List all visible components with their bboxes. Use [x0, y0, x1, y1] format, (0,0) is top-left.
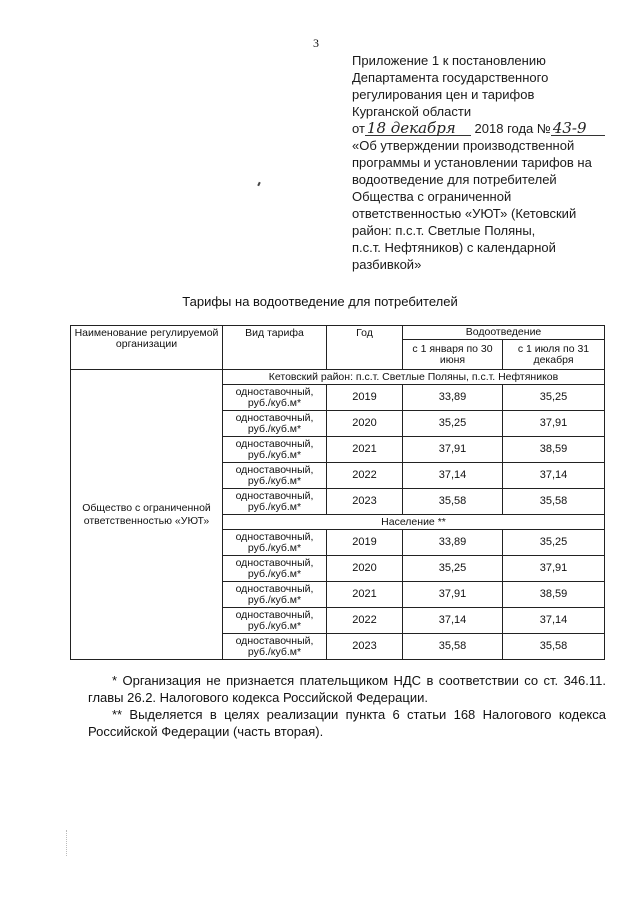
resolution-title-line: программы и установлении тарифов на [352, 155, 592, 170]
tariff-type-cell: одноставочный, руб./куб.м* [223, 437, 327, 463]
resolution-date-line [352, 120, 620, 137]
second-half-value: 35,25 [503, 385, 605, 411]
year-cell: 2023 [327, 489, 403, 515]
year-cell: 2021 [327, 437, 403, 463]
tariff-type-cell: одноставочный, руб./куб.м* [223, 556, 327, 582]
handwritten-date: 18 декабря [365, 121, 471, 136]
year-cell: 2019 [327, 530, 403, 556]
tariff-table [70, 325, 605, 660]
tariff-type-cell: одноставочный, руб./куб.м* [223, 530, 327, 556]
appendix-line: Департамента государственного [352, 70, 549, 85]
first-half-value: 37,14 [403, 608, 503, 634]
tariff-type-cell: одноставочный, руб./куб.м* [223, 411, 327, 437]
header-year: Год [327, 326, 403, 370]
date-prefix: от [352, 121, 365, 136]
second-half-value: 37,14 [503, 463, 605, 489]
group-title-population: Население ** [223, 515, 605, 530]
resolution-title-line: ответственностью «УЮТ» (Кетовский [352, 206, 577, 221]
second-half-value: 38,59 [503, 582, 605, 608]
second-half-value: 35,25 [503, 530, 605, 556]
resolution-title-line: «Об утверждении производственной [352, 138, 575, 153]
date-suffix: 2018 года № [474, 121, 551, 136]
year-cell: 2021 [327, 582, 403, 608]
year-cell: 2022 [327, 608, 403, 634]
stray-mark [257, 182, 261, 186]
resolution-title-line: район: п.с.т. Светлые Поляны, [352, 223, 536, 238]
handwritten-number: 43-9 [551, 121, 605, 136]
header-service: Водоотведение [403, 326, 605, 340]
tariff-type-cell: одноставочный, руб./куб.м* [223, 385, 327, 411]
second-half-value: 35,58 [503, 634, 605, 660]
second-half-value: 35,58 [503, 489, 605, 515]
second-half-value: 37,91 [503, 556, 605, 582]
first-half-value: 35,25 [403, 411, 503, 437]
page-number: 3 [313, 36, 319, 50]
tariff-type-cell: одноставочный, руб./куб.м* [223, 582, 327, 608]
footnote-vat: * Организация не признается плательщиком НДС в соответствии со ст. 346.11. главы 26.2. Налогового кодекса Российской Федерации. [88, 673, 606, 705]
tariff-type-cell: одноставочный, руб./куб.м* [223, 608, 327, 634]
tariff-type-cell: одноставочный, руб./куб.м* [223, 634, 327, 660]
first-half-value: 35,58 [403, 634, 503, 660]
second-half-value: 37,91 [503, 411, 605, 437]
header-tariff-type: Вид тарифа [223, 326, 327, 370]
table-title: Тарифы на водоотведение для потребителей [182, 294, 458, 309]
header-organization: Наименование регулируемой организации [71, 326, 223, 370]
header-period-first-half: с 1 января по 30 июня [403, 340, 503, 370]
appendix-header [352, 52, 620, 273]
first-half-value: 37,14 [403, 463, 503, 489]
footnotes [88, 672, 606, 740]
resolution-title-line: п.с.т. Нефтяников) с календарной [352, 240, 556, 255]
first-half-value: 35,58 [403, 489, 503, 515]
group-title-region: Кетовский район: п.с.т. Светлые Поляны, п.с.т. Нефтяников [223, 370, 605, 385]
resolution-title-line: разбивкой» [352, 257, 422, 272]
first-half-value: 33,89 [403, 530, 503, 556]
appendix-line: Приложение 1 к постановлению [352, 53, 546, 68]
tariff-type-cell: одноставочный, руб./куб.м* [223, 489, 327, 515]
first-half-value: 33,89 [403, 385, 503, 411]
organization-cell: Общество с ограниченной ответственностью «УЮТ» [71, 370, 223, 660]
appendix-line: регулирования цен и тарифов [352, 87, 535, 102]
footnote-population: ** Выделяется в целях реализации пункта 6 статьи 168 Налогового кодекса Российской Федерации (часть вторая). [88, 707, 606, 739]
year-cell: 2020 [327, 556, 403, 582]
resolution-title-line: водоотведение для потребителей [352, 172, 557, 187]
resolution-title-line: Общества с ограниченной [352, 189, 512, 204]
year-cell: 2019 [327, 385, 403, 411]
second-half-value: 37,14 [503, 608, 605, 634]
header-period-second-half: с 1 июля по 31 декабря [503, 340, 605, 370]
tariff-type-cell: одноставочный, руб./куб.м* [223, 463, 327, 489]
appendix-line: Курганской области [352, 104, 472, 119]
year-cell: 2022 [327, 463, 403, 489]
first-half-value: 37,91 [403, 437, 503, 463]
second-half-value: 38,59 [503, 437, 605, 463]
year-cell: 2023 [327, 634, 403, 660]
year-cell: 2020 [327, 411, 403, 437]
first-half-value: 37,91 [403, 582, 503, 608]
scan-artifact [66, 830, 68, 856]
first-half-value: 35,25 [403, 556, 503, 582]
